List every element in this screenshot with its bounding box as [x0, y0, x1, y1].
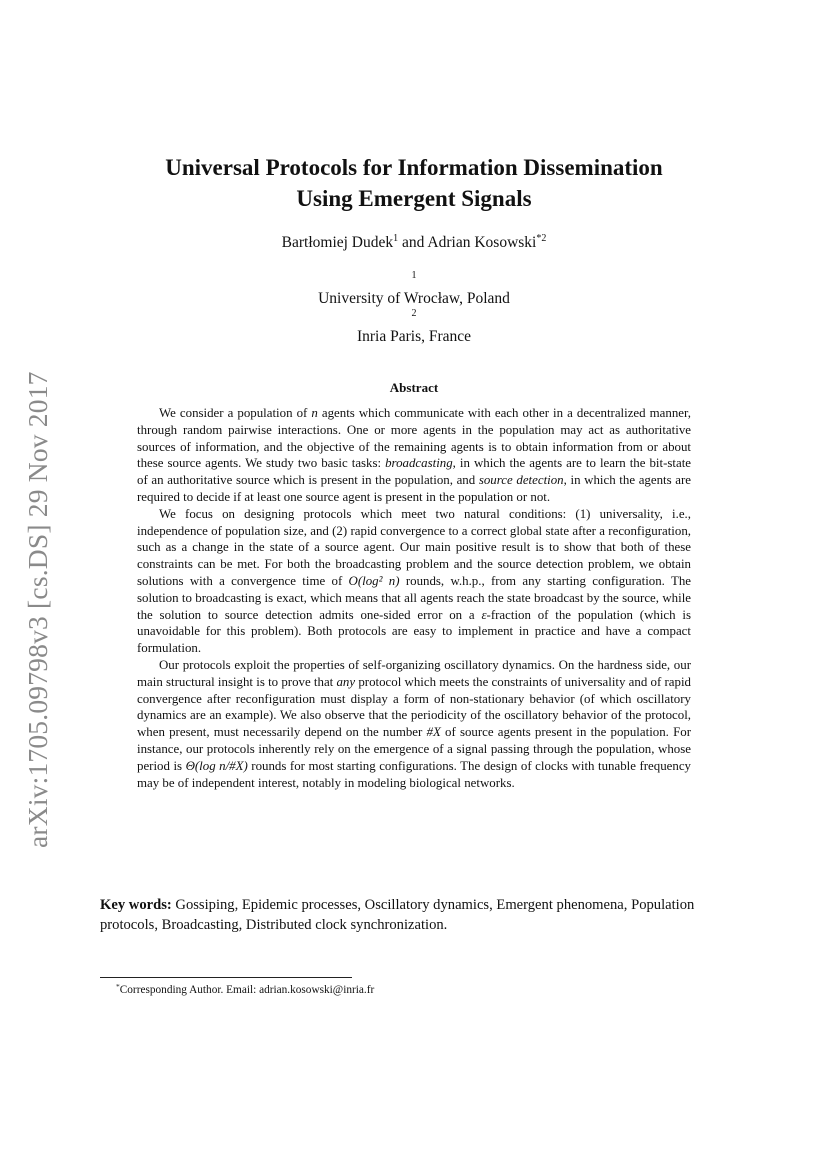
text-run: , in which the agents are required to decide if at least one source agent is present in the population or not. — [137, 473, 692, 504]
footnote-mark: * — [116, 982, 120, 991]
keywords — [100, 895, 728, 935]
text-run: -fraction of the population (which is unavoidable for this problem). Both protocols are easy to implement in practice and have a compact formulation. — [137, 607, 691, 656]
title-line-2: Using Emergent Signals — [296, 186, 532, 211]
affiliation-text: Inria Paris, France — [356, 328, 472, 345]
abstract-body — [137, 405, 691, 791]
author-name: Adrian Kosowski — [427, 234, 537, 251]
emphasis: any — [336, 674, 356, 689]
text-run: of source agents present in the population. For instance, our protocols inherently rely on the emergence of a signal passing through the population, whose period is — [137, 725, 691, 773]
math-variable: ε — [481, 607, 487, 622]
footnote-divider — [100, 977, 352, 978]
text-run: Our protocols exploit the properties of self-organizing oscillatory dynamics. On the hardness side, our main structural insight is to prove that — [137, 657, 691, 689]
text-run: rounds, w.h.p., from any starting configuration. The solution to broadcasting is exact, which means that all agents reach the state broadcast by the source, while the solution to source detection admits one-sided error on a — [137, 573, 692, 622]
footnote — [116, 984, 374, 996]
title-line-1: Universal Protocols for Information Dissemination — [165, 155, 663, 180]
affiliation-text: University of Wrocław, Poland — [318, 290, 510, 307]
abstract-paragraph — [137, 657, 691, 791]
affiliation-mark: 2 — [411, 308, 417, 319]
footnote-text: Corresponding Author. Email: adrian.kosowski@inria.fr — [119, 984, 375, 996]
math-expression: #X — [426, 725, 441, 740]
paper-title — [100, 152, 728, 214]
author-list — [100, 234, 728, 252]
author-conjunction: and — [398, 234, 428, 251]
affiliation-mark: 1 — [411, 270, 417, 281]
math-expression: O(log² n) — [348, 573, 400, 588]
affiliation-line — [100, 308, 728, 346]
emphasis: source detection — [478, 473, 564, 488]
abstract-paragraph — [137, 405, 691, 506]
math-expression: Θ(log n/#X) — [185, 758, 248, 773]
abstract-heading: Abstract — [389, 380, 439, 395]
math-variable: n — [311, 406, 318, 420]
text-run: protocol which meets the constraints of universality and of rapid convergence after reconfiguration must display a form of non-stationary behavior (of which oscillatory dynamics are an example). We also observe that the periodicity of the oscillatory behavior of the protocol, when present, must necessarily depend on the number — [137, 674, 691, 740]
text-run: , in which the agents are to learn the bit-state of an authoritative source which is present in the population, and — [137, 456, 691, 488]
keywords-text: Gossiping, Epidemic processes, Oscillatory dynamics, Emergent phenomena, Population protocols, Broadcasting, Distributed clock synchronization. — [100, 897, 695, 933]
text-run: We consider a population of — [159, 406, 312, 420]
text-run: rounds for most starting configurations. The design of clocks with tunable frequency may be of independent interest, notably in modeling biological networks. — [137, 758, 691, 790]
author-name: Bartłomiej Dudek — [281, 234, 394, 251]
affiliation-line — [100, 270, 728, 308]
arxiv-identifier: arXiv:1705.09798v3 [cs.DS] 29 Nov 2017 — [22, 371, 53, 848]
author-affil-mark: *2 — [536, 233, 547, 244]
keywords-label: Key words: — [100, 897, 172, 913]
emphasis: broadcasting — [385, 456, 453, 471]
text-run: We focus on designing protocols which meet two natural conditions: (1) universality, i.e., independence of population size, and (2) rapid convergence to a correct global state after a reconfiguration, such as a change in the state of a source agent. Our main positive result is to show that both of these constraints can be met. For both the broadcasting problem and the source detection problem, we obtain solutions with a convergence time of — [137, 506, 691, 588]
text-run: agents which communicate with each other in a decentralized manner, through random pairwise interactions. One or more agents in the population may act as authoritative sources of information, and the objective of the remaining agents is to obtain information from or about these source agents. We study two basic tasks: — [137, 406, 691, 471]
author-affil-mark: 1 — [393, 233, 399, 244]
affiliations — [100, 270, 728, 346]
abstract-paragraph — [137, 506, 691, 657]
